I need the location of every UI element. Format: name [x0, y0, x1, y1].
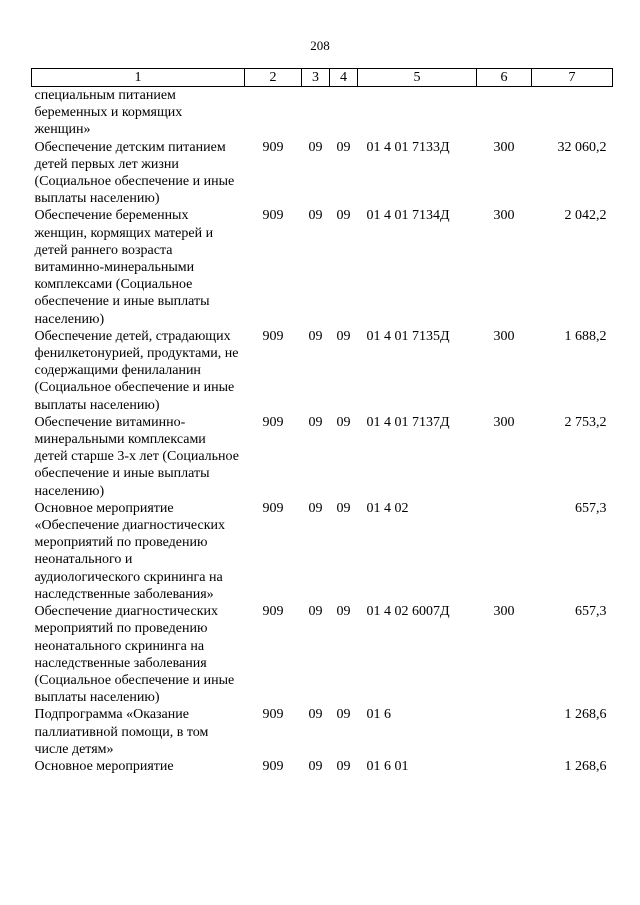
row-subsection — [330, 87, 358, 139]
row-subsection: 09 — [336, 500, 351, 516]
row-name: Обеспечение детей, страдающих фенилкетонурией, продуктами, не содержащими фенилаланин (Социальное обеспечение и иные выплаты населению) — [34, 328, 239, 413]
header-col-6: 6 — [477, 69, 532, 87]
header-col-1: 1 — [32, 69, 245, 87]
row-target: 01 4 01 7137Д — [366, 414, 450, 430]
row-subsection: 09 — [336, 758, 351, 774]
row-subsection: 09 — [336, 208, 351, 224]
row-section: 09 — [308, 758, 323, 774]
table-row — [32, 706, 613, 758]
page-number: 208 — [310, 38, 330, 53]
row-amount: 2 753,2 — [564, 414, 607, 430]
row-expense-type: 300 — [493, 139, 515, 155]
header-col-7: 7 — [532, 69, 613, 87]
row-section: 09 — [308, 208, 323, 224]
table-row — [32, 758, 613, 775]
row-name: специальным питанием беременных и кормящих женщин» — [34, 88, 183, 138]
row-name: Обеспечение беременных женщин, кормящих матерей и детей раннего возраста витаминно-минеральными комплексами (Социальное обеспечение и иные выплаты населению) — [34, 208, 214, 327]
row-amount: 1 268,6 — [564, 707, 607, 723]
row-name: Подпрограмма «Оказание паллиативной помощи, в том числе детям» — [34, 707, 209, 757]
table-row — [32, 414, 613, 500]
row-name: Обеспечение витаминно-минеральными комплексами детей старше 3-х лет (Социальное обеспечение и иные выплаты населению) — [34, 414, 239, 499]
row-target: 01 4 01 7134Д — [366, 208, 450, 224]
row-target: 01 4 01 7133Д — [366, 139, 450, 155]
row-amount: 1 688,2 — [564, 328, 607, 344]
table-header-row — [32, 69, 613, 87]
row-name: Обеспечение детским питанием детей первых лет жизни (Социальное обеспечение и иные выплаты населению) — [34, 139, 235, 207]
row-ministry: 909 — [262, 758, 284, 774]
row-section: 09 — [308, 139, 323, 155]
row-ministry: 909 — [262, 604, 284, 620]
row-name: Обеспечение диагностических мероприятий по проведению неонатального скрининга на наследственные заболевания (Социальное обеспечение и иные выплаты населению) — [34, 604, 235, 706]
row-name: Основное мероприятие «Обеспечение диагностических мероприятий по проведению неонатального и аудиологического скрининга на наследственные заболевания» — [34, 500, 225, 602]
row-ministry — [245, 87, 302, 139]
row-amount: 32 060,2 — [557, 139, 607, 155]
row-ministry: 909 — [262, 139, 284, 155]
row-section: 09 — [308, 707, 323, 723]
header-col-4: 4 — [330, 69, 358, 87]
row-target: 01 4 02 — [366, 500, 409, 516]
row-subsection: 09 — [336, 414, 351, 430]
table-row — [32, 603, 613, 706]
row-amount: 1 268,6 — [564, 758, 607, 774]
row-section: 09 — [308, 414, 323, 430]
row-ministry: 909 — [262, 707, 284, 723]
row-subsection: 09 — [336, 604, 351, 620]
row-subsection: 09 — [336, 328, 351, 344]
row-amount — [532, 87, 613, 139]
row-amount: 657,3 — [575, 604, 607, 620]
row-section: 09 — [308, 604, 323, 620]
row-target: 01 6 01 — [366, 758, 409, 774]
row-ministry: 909 — [262, 500, 284, 516]
header-col-5: 5 — [358, 69, 477, 87]
row-expense-type — [477, 758, 532, 775]
row-expense-type — [477, 706, 532, 758]
row-target — [358, 87, 477, 139]
row-expense-type: 300 — [493, 414, 515, 430]
table-row — [32, 87, 613, 139]
budget-table — [31, 68, 613, 775]
row-target: 01 4 02 6007Д — [366, 604, 450, 620]
row-expense-type: 300 — [493, 328, 515, 344]
row-section: 09 — [308, 500, 323, 516]
row-ministry: 909 — [262, 414, 284, 430]
table-row — [32, 500, 613, 603]
row-ministry: 909 — [262, 328, 284, 344]
row-section — [302, 87, 330, 139]
table-row — [32, 139, 613, 208]
row-subsection: 09 — [336, 707, 351, 723]
row-expense-type — [477, 87, 532, 139]
row-expense-type: 300 — [493, 208, 515, 224]
table-row — [32, 328, 613, 414]
row-expense-type: 300 — [493, 604, 515, 620]
row-target: 01 4 01 7135Д — [366, 328, 450, 344]
table-row — [32, 207, 613, 327]
row-ministry: 909 — [262, 208, 284, 224]
row-name: Основное мероприятие — [34, 758, 174, 774]
row-target: 01 6 — [366, 707, 391, 723]
row-amount: 2 042,2 — [564, 208, 607, 224]
row-amount: 657,3 — [575, 500, 607, 516]
row-section: 09 — [308, 328, 323, 344]
header-col-3: 3 — [302, 69, 330, 87]
row-expense-type — [477, 500, 532, 603]
row-subsection: 09 — [336, 139, 351, 155]
header-col-2: 2 — [245, 69, 302, 87]
